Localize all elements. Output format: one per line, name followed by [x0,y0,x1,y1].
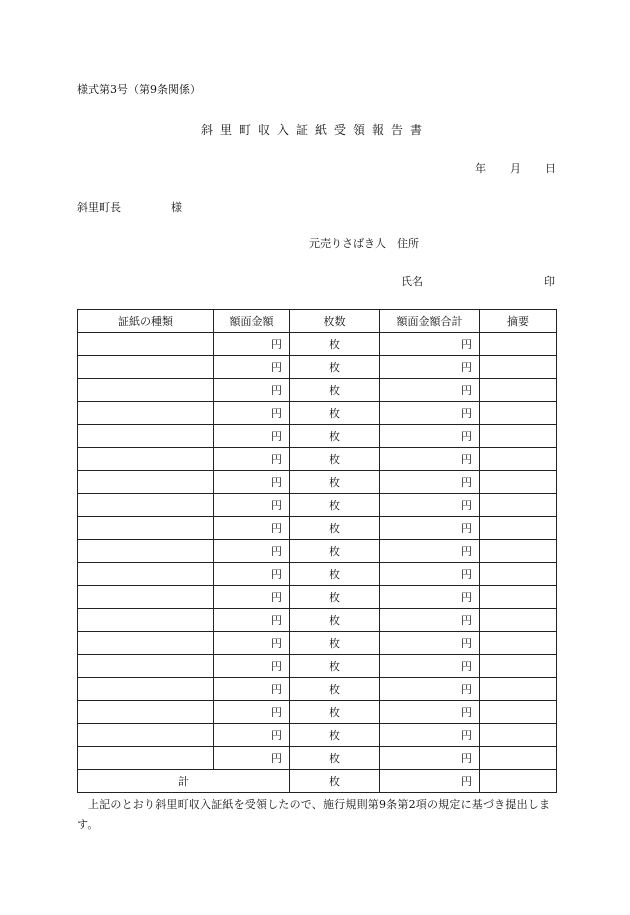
quantity-cell: 枚 [290,701,380,724]
addressee-name: 斜里町長 [77,201,121,214]
face-value-total-cell: 円 [380,655,480,678]
document-title: 斜里町収入証紙受領報告書 [200,123,429,137]
stamp-type-cell [78,425,214,448]
face-value-cell: 円 [214,678,290,701]
remarks-cell [480,379,557,402]
face-value-cell: 円 [214,425,290,448]
stamp-type-cell [78,655,214,678]
stamp-type-cell [78,632,214,655]
remarks-cell [480,563,557,586]
remarks-cell [480,609,557,632]
stamp-type-cell [78,356,214,379]
table-row [78,724,557,747]
face-value-cell: 円 [214,402,290,425]
table-row [78,563,557,586]
face-value-total-cell: 円 [380,586,480,609]
quantity-cell: 枚 [290,724,380,747]
remarks-cell [480,517,557,540]
stamp-type-cell [78,701,214,724]
table-row [78,471,557,494]
stamp-type-cell [78,333,214,356]
table-row [78,494,557,517]
table-row [78,425,557,448]
face-value-cell: 円 [214,609,290,632]
quantity-cell: 枚 [290,448,380,471]
remarks-cell [480,448,557,471]
table-row [78,333,557,356]
total-amount-unit: 円 [380,770,480,793]
face-value-cell: 円 [214,448,290,471]
quantity-cell: 枚 [290,379,380,402]
quantity-cell: 枚 [290,747,380,770]
remarks-cell [480,402,557,425]
table-row [78,632,557,655]
quantity-cell: 枚 [290,471,380,494]
face-value-total-cell: 円 [380,678,480,701]
face-value-cell: 円 [214,517,290,540]
total-quantity-unit: 枚 [290,770,380,793]
table-row [78,448,557,471]
quantity-cell: 枚 [290,356,380,379]
face-value-cell: 円 [214,356,290,379]
quantity-cell: 枚 [290,402,380,425]
quantity-cell: 枚 [290,540,380,563]
table-row [78,379,557,402]
face-value-cell: 円 [214,563,290,586]
header-remarks: 摘要 [480,310,557,333]
face-value-cell: 円 [214,632,290,655]
face-value-total-cell: 円 [380,517,480,540]
face-value-cell: 円 [214,379,290,402]
stamp-type-cell [78,402,214,425]
table-total-row [78,770,557,793]
stamp-type-cell [78,724,214,747]
face-value-total-cell: 円 [380,471,480,494]
seal-mark: 印 [544,275,555,288]
face-value-total-cell: 円 [380,609,480,632]
remarks-cell [480,747,557,770]
stamp-type-cell [78,586,214,609]
remarks-cell [480,678,557,701]
total-label: 計 [78,770,290,793]
stamp-type-cell [78,494,214,517]
face-value-total-cell: 円 [380,379,480,402]
table-row [78,655,557,678]
header-face-value: 額面金額 [214,310,290,333]
face-value-cell: 円 [214,747,290,770]
stamp-type-cell [78,471,214,494]
table-row [78,586,557,609]
face-value-total-cell: 円 [380,540,480,563]
quantity-cell: 枚 [290,609,380,632]
quantity-cell: 枚 [290,517,380,540]
stamp-type-cell [78,379,214,402]
face-value-cell: 円 [214,701,290,724]
addressee-suffix: 様 [171,201,182,214]
quantity-cell: 枚 [290,425,380,448]
remarks-cell [480,356,557,379]
name-label: 氏名 [401,275,423,288]
face-value-total-cell: 円 [380,563,480,586]
face-value-total-cell: 円 [380,402,480,425]
face-value-cell: 円 [214,586,290,609]
quantity-cell: 枚 [290,678,380,701]
face-value-cell: 円 [214,471,290,494]
footer-note: 上記のとおり斜里町収入証紙を受領したので、施行規則第9条第2項の規定に基づき提出します。 [77,798,551,831]
header-stamp-type: 証紙の種類 [78,310,214,333]
quantity-cell: 枚 [290,563,380,586]
stamp-type-cell [78,540,214,563]
stamp-type-cell [78,609,214,632]
table-row [78,678,557,701]
date-day-label: 日 [545,162,556,175]
remarks-cell [480,540,557,563]
quantity-cell: 枚 [290,632,380,655]
header-face-value-total: 額面金額合計 [380,310,480,333]
face-value-total-cell: 円 [380,333,480,356]
face-value-total-cell: 円 [380,425,480,448]
stamp-type-cell [78,678,214,701]
remarks-cell [480,632,557,655]
stamp-type-cell [78,448,214,471]
remarks-cell [480,494,557,517]
face-value-cell: 円 [214,655,290,678]
date-year-label: 年 [475,162,486,175]
table-row [78,402,557,425]
table-row [78,540,557,563]
form-number: 様式第3号（第9条関係） [77,83,201,96]
face-value-total-cell: 円 [380,356,480,379]
table-row [78,747,557,770]
stamp-type-cell [78,747,214,770]
face-value-cell: 円 [214,333,290,356]
stamp-table [77,309,557,793]
face-value-total-cell: 円 [380,494,480,517]
quantity-cell: 枚 [290,586,380,609]
face-value-cell: 円 [214,540,290,563]
header-quantity: 枚数 [290,310,380,333]
face-value-total-cell: 円 [380,632,480,655]
table-row [78,356,557,379]
table-row [78,701,557,724]
remarks-cell [480,586,557,609]
face-value-total-cell: 円 [380,701,480,724]
quantity-cell: 枚 [290,655,380,678]
table-header-row [78,310,557,333]
remarks-cell [480,701,557,724]
table-body [78,333,557,770]
face-value-total-cell: 円 [380,724,480,747]
face-value-total-cell: 円 [380,747,480,770]
remarks-cell [480,333,557,356]
remarks-cell [480,471,557,494]
table-row [78,517,557,540]
face-value-total-cell: 円 [380,448,480,471]
face-value-cell: 円 [214,494,290,517]
seller-address-label: 元売りさばき人 住所 [309,237,419,250]
remarks-cell [480,425,557,448]
stamp-type-cell [78,517,214,540]
quantity-cell: 枚 [290,494,380,517]
face-value-cell: 円 [214,724,290,747]
stamp-type-cell [78,563,214,586]
remarks-cell [480,655,557,678]
total-remarks-cell [480,770,557,793]
quantity-cell: 枚 [290,333,380,356]
table-row [78,609,557,632]
remarks-cell [480,724,557,747]
date-month-label: 月 [510,162,521,175]
